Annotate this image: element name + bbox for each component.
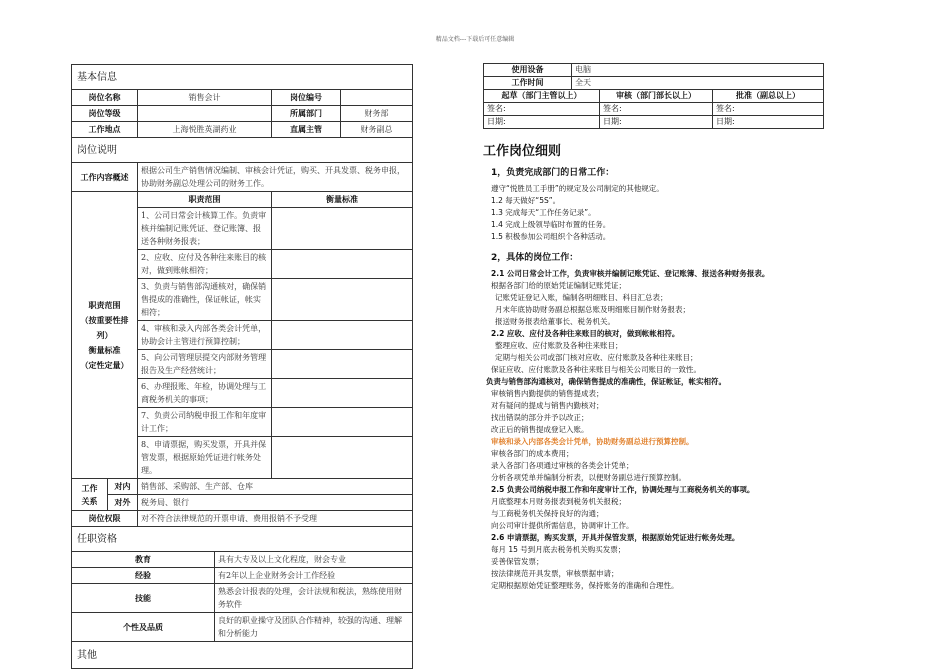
list-item: 月底整理本月财务报表到税务机关报税；: [491, 497, 626, 506]
job-details-page: [483, 63, 823, 592]
list-item: 2.2 应收、应付及各种往来账目的核对，做到帐帐相符。: [491, 329, 680, 338]
list-item: 录入各部门各项通过审核的各类会计凭单；: [491, 461, 634, 470]
work-relations-label-line1: 工作: [81, 483, 98, 493]
duty-item: 4、审核和录入内部各类会计凭单，协助会计主管进行预算控制；: [138, 321, 272, 350]
external-label: 对外: [108, 495, 138, 511]
draft-sign: 签名:: [484, 103, 600, 116]
position-level-label: 岗位等级: [72, 106, 138, 122]
equipment-value: 电脑: [572, 64, 824, 77]
list-item: 审核和录入内部各类会计凭单，协助财务副总进行预算控制。: [491, 437, 694, 446]
list-item: 改正后的销售提成登记入账。: [491, 425, 589, 434]
review-date: 日期:: [600, 116, 713, 129]
list-item: 对有疑问的提成与销售内勤核对；: [491, 401, 604, 410]
list-item: 1.3 完成每天“工作任务记录”。: [491, 208, 596, 217]
review-sign: 签名:: [600, 103, 713, 116]
position-number-label: 岗位编号: [272, 90, 341, 106]
work-time-value: 全天: [572, 77, 824, 90]
list-item: 找出错误的部分并予以改正；: [491, 413, 589, 422]
list-item: 妥善保管发票；: [491, 557, 544, 566]
review-header: 审核（部门部长以上）: [600, 90, 713, 103]
other-heading: 其他: [72, 642, 413, 669]
position-number-value: [341, 90, 413, 106]
draft-header: 起草（部门主管以上）: [484, 90, 600, 103]
qualification-value: 具有大专及以上文化程度，财会专业: [215, 552, 413, 568]
work-location-label: 工作地点: [72, 122, 138, 138]
authority-label: 岗位权限: [72, 511, 138, 527]
authority-value: 对不符合法律规范的开票申请、费用报销不予受理: [138, 511, 413, 527]
list-item: 每月 15 号到月底去税务机关购买发票；: [491, 545, 626, 554]
list-item: 2.1 公司日常会计工作，负责审核并编制记账凭证、登记账簿、报送各种财务报表。: [491, 269, 770, 278]
list-item: 与工商税务机关保持良好的沟通；: [491, 509, 604, 518]
external-value: 税务局、银行: [138, 495, 413, 511]
list-item: 记账凭证登记入账，编制各明细账目、科目汇总表；: [495, 293, 668, 302]
overview-label: 工作内容概述: [72, 163, 138, 192]
duty-item: 3、负责与销售部沟通核对，确保销售提成的准确性，保证帐证，帐实相符；: [138, 279, 272, 321]
work-relations-label-line2: 关系: [81, 496, 98, 506]
duty-item: 5、向公司管理层提交内部财务管理报告及生产经营统计；: [138, 350, 272, 379]
position-level-value: [138, 106, 272, 122]
internal-value: 销售部、采购部、生产部、仓库: [138, 479, 413, 495]
scope-label-line2: （按重要性排列）: [80, 315, 129, 340]
list-item: 2.5 负责公司纳税申报工作和年度审计工作，协调处理与工商税务机关的事项。: [491, 485, 755, 494]
approve-header: 批准（副总以上）: [713, 90, 824, 103]
list-item: 向公司审计提供所需信息，协调审计工作。: [491, 521, 634, 530]
section-2-heading: 2，具体的岗位工作：: [491, 253, 579, 263]
draft-date: 日期:: [484, 116, 600, 129]
qualification-label: 个性及品质: [72, 613, 215, 642]
internal-label: 对内: [108, 479, 138, 495]
duty-item: 7、负责公司纳税申报工作和年度审计工作；: [138, 408, 272, 437]
position-name-label: 岗位名称: [72, 90, 138, 106]
qualification-label: 教育: [72, 552, 215, 568]
scope-label: [72, 192, 138, 479]
qualification-label: 经验: [72, 568, 215, 584]
work-relations-label: [72, 479, 108, 511]
supervisor-value: 财务副总: [341, 122, 413, 138]
list-item: 根据各部门给的原始凭证编制记账凭证；: [491, 281, 626, 290]
qualification-value: 熟悉会计报表的处理，会计法规和税法，熟练使用财务软件: [215, 584, 413, 613]
department-value: 财务部: [341, 106, 413, 122]
basic-info-heading: 基本信息: [72, 65, 413, 90]
list-item: 月末年底协助财务副总根据总账及明细账目制作财务报表；: [495, 305, 690, 314]
work-time-label: 工作时间: [484, 77, 572, 90]
section-1-list: [483, 183, 823, 243]
qualification-value: 有2年以上企业财务会计工作经验: [215, 568, 413, 584]
duty-item: 6、办理报账、年检，协调处理与工商税务机关的事项；: [138, 379, 272, 408]
position-description-heading: 岗位说明: [72, 138, 413, 163]
list-item: 保证应收、应付账款及各种往来账目与相关公司账目的一致性。: [491, 365, 701, 374]
scope-column-header: 职责范围: [138, 192, 272, 208]
duty-item: 8、申请票据，购买发票，开具并保管发票，根据原始凭证进行帐务处理。: [138, 437, 272, 479]
department-label: 所属部门: [272, 106, 341, 122]
scope-label-line4: （定性定量）: [80, 360, 129, 370]
position-name-value: 销售会计: [138, 90, 272, 106]
list-item: 遵守“悦胜员工手册”的规定及公司制定的其他规定。: [491, 184, 664, 193]
list-item: 报送财务报表给董事长、税务机关。: [495, 317, 615, 326]
scope-label-line3: 衡量标准: [88, 345, 121, 355]
list-item: 审核销售内勤提供的销售提成表；: [491, 389, 604, 398]
qualifications-heading: 任职资格: [72, 527, 413, 552]
section-2-list: [483, 268, 823, 592]
list-item: 定期与相关公司或部门核对应收、应付账款及各种往来账目；: [495, 353, 698, 362]
equipment-label: 使用设备: [484, 64, 572, 77]
list-item: 分析各项凭单并编制分析表，以便财务副总进行预算控制。: [491, 473, 686, 482]
job-description-form: [71, 64, 412, 669]
qualification-value: 良好的职业操守及团队合作精神，较强的沟通、理解和分析能力: [215, 613, 413, 642]
list-item: 2.6 申请票据，购买发票，开具并保管发票，根据原始凭证进行帐务处理。: [491, 533, 740, 542]
list-item: 负责与销售部沟通核对，确保销售提成的准确性，保证帐证，帐实相符。: [486, 377, 726, 386]
page-header: 精品文档---下载后可任意编辑: [435, 36, 515, 43]
list-item: 1.4 完成上级领导临时布置的任务。: [491, 220, 611, 229]
work-location-value: 上海悦胜英湖药业: [138, 122, 272, 138]
qualification-label: 技能: [72, 584, 215, 613]
list-item: 定期根据原始凭证整理账务，保持账务的准确和合理性。: [491, 581, 679, 590]
section-1-heading: 1，负责完成部门的日常工作：: [491, 168, 615, 178]
supervisor-label: 直属主管: [272, 122, 341, 138]
details-title: 工作岗位细则: [483, 144, 562, 159]
list-item: 按法律规范开具发票，审核票据申请；: [491, 569, 619, 578]
list-item: 审核各部门的成本费用；: [491, 449, 574, 458]
approve-date: 日期:: [713, 116, 824, 129]
approval-table: [483, 63, 824, 129]
scope-label-line1: 职责范围: [88, 300, 121, 310]
duty-item: 1、公司日常会计核算工作。负责审核并编制记账凭证、登记账簿、报送各种财务报表；: [138, 208, 272, 250]
list-item: 整理应收、应付账款及各种往来账目；: [495, 341, 623, 350]
overview-text: 根据公司生产销售情况编制、审核会计凭证，购买、开具发票、税务申报，协助财务副总处理公司的财务工作。: [138, 163, 413, 192]
list-item: 1.2 每天做好“5S”。: [491, 196, 561, 205]
duty-item: 2、应收、应付及各种往来账目的核对，做到账帐相符；: [138, 250, 272, 279]
list-item: 1.5 积极参加公司组织个各种活动。: [491, 232, 611, 241]
approve-sign: 签名:: [713, 103, 824, 116]
measure-column-header: 衡量标准: [272, 192, 413, 208]
